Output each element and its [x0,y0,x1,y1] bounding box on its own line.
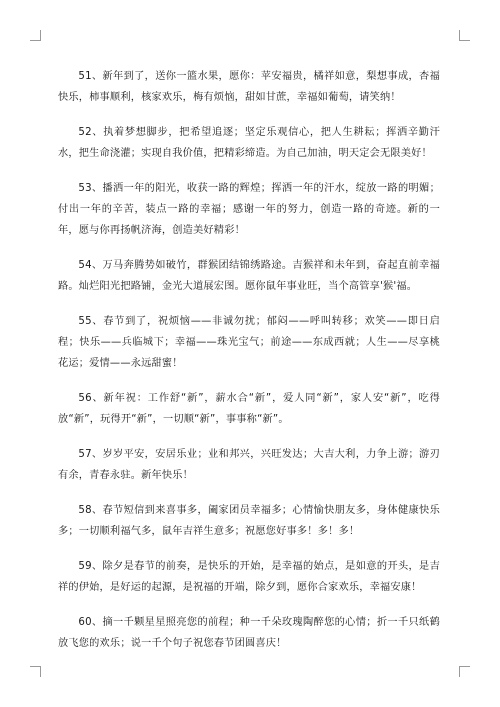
paragraph-58: 58、春节短信到来喜事多，阖家团员幸福多；心情愉快朋友多，身体健康快乐多；一切顺利福气多，鼠年吉祥生意多；祝愿您好事多！多！多！ [58,505,440,537]
crop-mark-top-right [459,30,470,41]
paragraph-57: 57、岁岁平安，安居乐业；业和邦兴，兴旺发达；大吉大利，力争上游；游刃有余，青春永驻。新年快乐！ [58,449,440,481]
paragraph-59: 59、除夕是春节的前奏，是快乐的开始，是幸福的始点，是如意的开头，是吉祥的伊始，是好运的起源，是祝福的开端，除夕到，愿你合家欢乐，幸福安康！ [58,561,440,593]
paragraph-60: 60、摘一千颗星星照亮您的前程；种一千朵玫瑰陶醉您的心情；折一千只纸鹤放飞您的欢乐；说一千个句子祝您春节团圆喜庆！ [58,617,440,649]
paragraph-56: 56、新年祝：工作舒“新”，薪水合“新”，爱人同“新”，家人安“新”，吃得放“新”，玩得开“新”，一切顺“新”，事事称“新”。 [58,393,440,425]
paragraph-53: 53、播洒一年的阳光，收获一路的辉煌；挥洒一年的汗水，绽放一路的明媚；付出一年的辛苦，装点一路的幸福；感谢一年的努力，创造一路的奇迹。新的一年，愿与你再扬帆济海，创造美好精彩！ [58,183,440,236]
paragraph-52: 52、执着梦想脚步，把希望追逐；坚定乐观信心，把人生耕耘；挥洒辛勤汗水，把生命浇灌；实现自我价值，把精彩缔造。为自己加油，明天定会无限美好！ [58,127,440,159]
paragraph-55: 55、春节到了，祝烦恼——非诚勿扰；郁闷——呼叫转移；欢笑——即日启程；快乐——兵临城下；幸福——珠光宝气；前途——东成西就；人生——尽享桃花运；爱情——永远甜蜜！ [58,316,440,369]
crop-mark-bottom-left [30,666,41,677]
paragraph-51: 51、新年到了，送你一篮水果，愿你：苹安福贵，橘祥如意，梨想事成，杏福快乐，柿事顺利，核家欢乐，梅有烦恼，甜如甘蔗，幸福如葡萄，请笑纳！ [58,71,440,103]
crop-mark-bottom-right [459,666,470,677]
crop-mark-top-left [30,30,41,41]
paragraph-54: 54、万马奔腾势如破竹，群猴团结锦绣路途。吉猴祥和未年到，奋起直前幸福路。灿烂阳光把路铺，金光大道展宏图。愿你鼠年事业旺，当个高管享'猴'福。 [58,260,440,292]
document-body [58,66,440,668]
